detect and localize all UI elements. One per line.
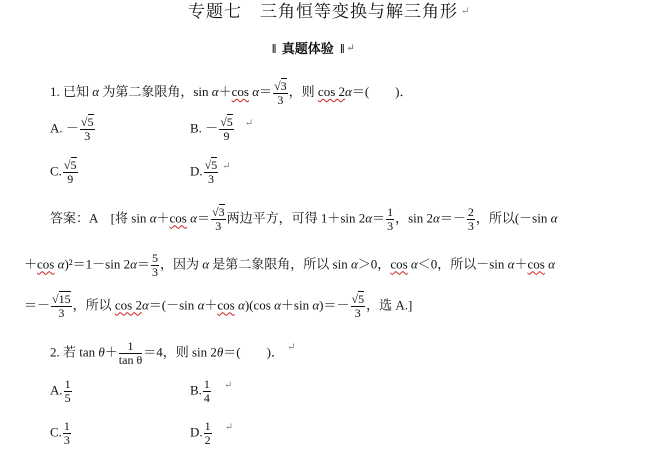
paragraph-mark-icon: ↵: [244, 118, 254, 129]
alpha-symbol: α: [190, 210, 197, 226]
alpha-symbol: α: [211, 84, 219, 99]
denominator: 3: [84, 129, 91, 143]
option-label: D.: [190, 163, 203, 179]
option-fraction: $\frac{√5}{3}$: [80, 115, 94, 143]
numerator: 1: [203, 377, 210, 391]
cos2-text: cos 2: [114, 297, 142, 313]
title-text: 专题七 三角恒等变换与解三角形: [188, 2, 458, 21]
section-heading: [272, 41, 355, 57]
denominator: 3: [387, 219, 394, 233]
q2-option-b[interactable]: [190, 378, 232, 405]
denominator: 5: [64, 391, 71, 405]
alpha-symbol: α: [350, 256, 358, 272]
numerator: 1: [64, 377, 71, 391]
fraction-sqrt3-over-3: $\frac{√3}{3}$: [211, 205, 225, 233]
answer-line-3: [24, 293, 412, 320]
denominator: tan θ: [118, 353, 143, 367]
theta-symbol: θ: [98, 344, 105, 360]
option-fraction: $\frac{√5}{3}$: [204, 158, 218, 186]
alpha-symbol: α: [274, 297, 281, 313]
fraction-2-3: [467, 206, 475, 233]
paragraph-mark-icon: ↵: [223, 380, 233, 391]
radicand: 15: [58, 292, 71, 306]
numerator: 5: [151, 251, 158, 265]
alpha-symbol: α: [130, 256, 137, 272]
option-label: D.: [190, 424, 203, 440]
answer-text: ＜0，所以－sin: [417, 256, 505, 272]
alpha-symbol: α: [57, 256, 65, 272]
option-fraction: [204, 420, 212, 447]
paragraph-mark-icon: ↵: [461, 6, 471, 17]
radicand: 3: [218, 205, 225, 219]
answer-text: ＝(－sin: [148, 297, 195, 313]
denominator: 3: [354, 306, 361, 320]
alpha-symbol: α: [410, 256, 418, 272]
fraction-1-3: [386, 206, 394, 233]
radicand: 5: [358, 292, 365, 306]
answer-text: ，因为: [159, 256, 199, 272]
q2-text: ＝4，则 sin 2: [143, 344, 217, 360]
answer-line-1: [50, 206, 557, 233]
fraction-sqrt15-over-3: $\frac{√15}{3}$: [52, 292, 71, 320]
paragraph-mark-icon: ↵: [286, 342, 296, 353]
denominator: 2: [204, 433, 211, 447]
answer-text: 两边平方，可得 1＋sin 2: [226, 210, 366, 226]
alpha-symbol: α: [252, 84, 260, 99]
option-fraction: [63, 420, 71, 447]
q1-text: ，则: [288, 84, 315, 99]
radicand: 5: [70, 158, 77, 172]
denominator: 3: [58, 306, 65, 320]
alpha-symbol: α: [550, 210, 558, 226]
theta-symbol: θ: [216, 344, 224, 360]
section-label: 真题体验: [281, 41, 334, 56]
equals-sign: ＝: [372, 210, 386, 226]
q1-option-a[interactable]: [50, 116, 96, 143]
question-1-stem: [50, 78, 413, 107]
q2-option-c[interactable]: [50, 420, 72, 447]
answer-text: )(cos: [244, 297, 271, 313]
question-number: 1.: [50, 84, 60, 99]
q2-option-d[interactable]: [190, 420, 233, 447]
option-fraction: $\frac{√5}{9}$: [220, 115, 233, 143]
cos-text: cos: [217, 297, 235, 313]
answer-text: 是第二象限角，所以 sin: [212, 256, 348, 272]
option-label: C.: [50, 424, 62, 440]
denominator: 3: [151, 265, 158, 279]
alpha-symbol: α: [197, 297, 205, 313]
denominator: 3: [215, 219, 222, 233]
answer-text: ，sin 2: [395, 210, 433, 226]
cos-text: cos: [231, 84, 249, 99]
answer-text: ＞0，: [357, 256, 391, 272]
minus-sign: －: [65, 120, 79, 136]
alpha-symbol: α: [149, 210, 157, 226]
plus-sign: ＋: [24, 256, 38, 272]
plus-sign: ＋: [204, 297, 218, 313]
alpha-symbol: α: [238, 297, 245, 313]
answer-text: )＝－: [319, 297, 350, 313]
option-label: B.: [190, 382, 202, 398]
alpha-symbol: α: [433, 210, 440, 226]
numerator: 2: [467, 205, 474, 219]
answer-text: ，所以(－sin: [475, 210, 548, 226]
radicand: 5: [211, 158, 218, 172]
option-label: A.: [50, 382, 63, 398]
answer-text: ，所以: [72, 297, 112, 313]
option-fraction: [64, 378, 72, 405]
equals-sign: ＝: [259, 84, 273, 99]
fraction-5-3: [151, 252, 159, 279]
question-2-stem: [50, 340, 295, 367]
option-label: A.: [50, 120, 63, 136]
equals-sign: ＝: [196, 210, 210, 226]
denominator: 3: [63, 433, 70, 447]
option-label: C.: [50, 163, 62, 179]
option-fraction: [203, 378, 211, 405]
paragraph-mark-icon: ↵: [224, 422, 234, 433]
option-label: B.: [190, 120, 202, 136]
fraction-1-over-tan-theta: [119, 340, 142, 367]
section-bar-right: ‖: [340, 41, 344, 56]
minus-sign: ＝－: [24, 297, 51, 313]
numerator: 1: [119, 340, 142, 354]
q2-option-a[interactable]: [50, 378, 73, 405]
q1-option-c[interactable]: [50, 159, 79, 186]
plus-sign: ＋: [218, 84, 232, 99]
answer-text: ＋sin: [280, 297, 310, 313]
denominator: 9: [223, 129, 230, 143]
document-title: [188, 4, 470, 20]
denominator: 3: [277, 92, 284, 107]
question-number: 2.: [50, 344, 60, 360]
alpha-symbol: α: [141, 297, 149, 313]
minus-sign: ＝－: [439, 210, 466, 226]
q2-text: 若 tan: [63, 344, 96, 360]
alpha-symbol: α: [92, 84, 100, 99]
radicand: 3: [280, 78, 287, 93]
cos-text: cos: [390, 256, 408, 272]
alpha-symbol: α: [507, 256, 515, 272]
q2-tail: ＝( )．: [223, 344, 284, 360]
sin-text: sin: [193, 84, 209, 99]
plus-sign: ＋: [104, 344, 118, 360]
option-fraction: $\frac{√5}{9}$: [63, 158, 77, 186]
alpha-symbol: α: [345, 84, 352, 99]
alpha-symbol: α: [312, 297, 320, 313]
cos-text: cos: [169, 210, 187, 226]
fraction-sqrt5-over-3: $\frac{√5}{3}$: [351, 292, 365, 320]
denominator: 4: [203, 391, 210, 405]
section-bar-left: ‖: [272, 41, 276, 56]
plus-sign: ＋: [514, 256, 528, 272]
answer-line-2: ＋cos α)²＝1－sin 2α＝ $\frac{5}{3}$ ，因为 α 是第二象限角，所以 sin α＞0，cos α＜0，所以－sin α＋cos α: [24, 251, 555, 279]
sin-text: sin: [131, 210, 147, 226]
fraction-sqrt3-over-3: $\frac{√3}{3}$: [274, 78, 287, 107]
cos-text: cos: [37, 256, 55, 272]
denominator: 9: [67, 172, 74, 186]
q1-tail: ＝( )．: [351, 84, 413, 99]
equals-sign: ＝: [136, 256, 150, 272]
radicand: 5: [87, 115, 94, 129]
q1-text: 为第二象限角，: [102, 84, 194, 99]
alpha-symbol: α: [365, 210, 373, 226]
minus-sign: －: [205, 120, 219, 136]
paragraph-mark-icon: ↵: [222, 161, 231, 172]
denominator: 3: [467, 219, 474, 233]
alpha-symbol: α: [202, 256, 210, 272]
radicand: 5: [226, 115, 233, 129]
answer-lead: 答案：A [将: [50, 210, 129, 226]
numerator: 1: [204, 419, 211, 433]
numerator: 1: [387, 205, 394, 219]
answer-text: ，选 A.]: [366, 297, 413, 313]
numerator: 1: [63, 419, 70, 433]
plus-sign: ＋: [156, 210, 170, 226]
cos-text: cos: [527, 256, 545, 272]
cos2-text: cos 2: [317, 84, 346, 99]
q1-text: 已知: [63, 84, 90, 99]
denominator: 3: [207, 172, 214, 186]
answer-text: ²＝1－sin 2: [68, 256, 131, 272]
alpha-symbol: α: [548, 256, 555, 272]
q1-option-b[interactable]: [190, 116, 253, 143]
paragraph-mark-icon: ↵: [346, 43, 355, 54]
q1-option-d[interactable]: [190, 159, 231, 186]
